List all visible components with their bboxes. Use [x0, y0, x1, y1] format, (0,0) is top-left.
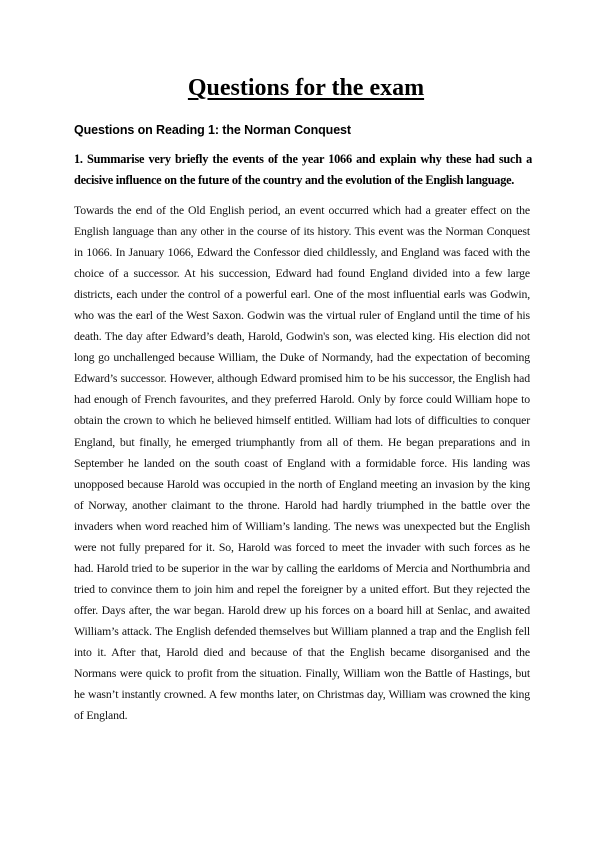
answer-paragraph: Towards the end of the Old English period, an event occurred which had a greater effect on the English language than any other in the course of its history. This event was the Norman Conquest in 1066. In January 1066, Edward the Confessor died childlessly, and England was faced with the choice of a successor. At his succession, Edward had found England divided into a few large districts, each under the control of a powerful earl. One of the most influential earls was Godwin, who was the earl of the West Saxon. Godwin was the virtual ruler of England until the time of his death. The day after Edward’s death, Harold, Godwin's son, was elected king. His election did not long go unchallenged because William, the Duke of Normandy, had the expectation of becoming Edward’s successor. However, although Edward promised him to be his successor, the English had had enough of French favourites, and they preferred Harold. Only by force could William hope to obtain the crown to which he believed himself entitled. William had lots of difficulties to conquer England, but finally, he emerged triumphantly from all of them. He began preparations and in September he landed on the south coast of England with a formidable force. His landing was unopposed because Harold was occupied in the north of England meeting an invasion by the king of Norway, another claimant to the throne. Harold had hardly triumphed in the battle over the invaders when word reached him of William’s landing. The news was unexpected but the English were not fully prepared for it. So, Harold was forced to meet the invader with such forces as he had. Harold tried to be superior in the war by calling the earldoms of Mercia and Northumbria and tried to convince them to join him and repel the foreigner by a united effort. But they rejected the offer. Days after, the war began. Harold drew up his forces on a board hill at Senlac, and awaited William’s attack. The English defended themselves but William planned a trap and the English fell into it. After that, Harold died and because of that the English became disorganised and the Normans were quick to profit from the situation. Finally, William won the Battle of Hastings, but he wasn’t instantly crowned. A few months later, on Christmas day, William was crowned the king of England. — [74, 203, 530, 723]
question-text: 1. Summarise very briefly the events of the year 1066 and explain why these had such a decisive influence on the future of the country and the evolution of the English language. — [74, 152, 532, 187]
section-heading: Questions on Reading 1: the Norman Conquest — [74, 123, 351, 137]
page-title: Questions for the exam — [187, 75, 425, 101]
